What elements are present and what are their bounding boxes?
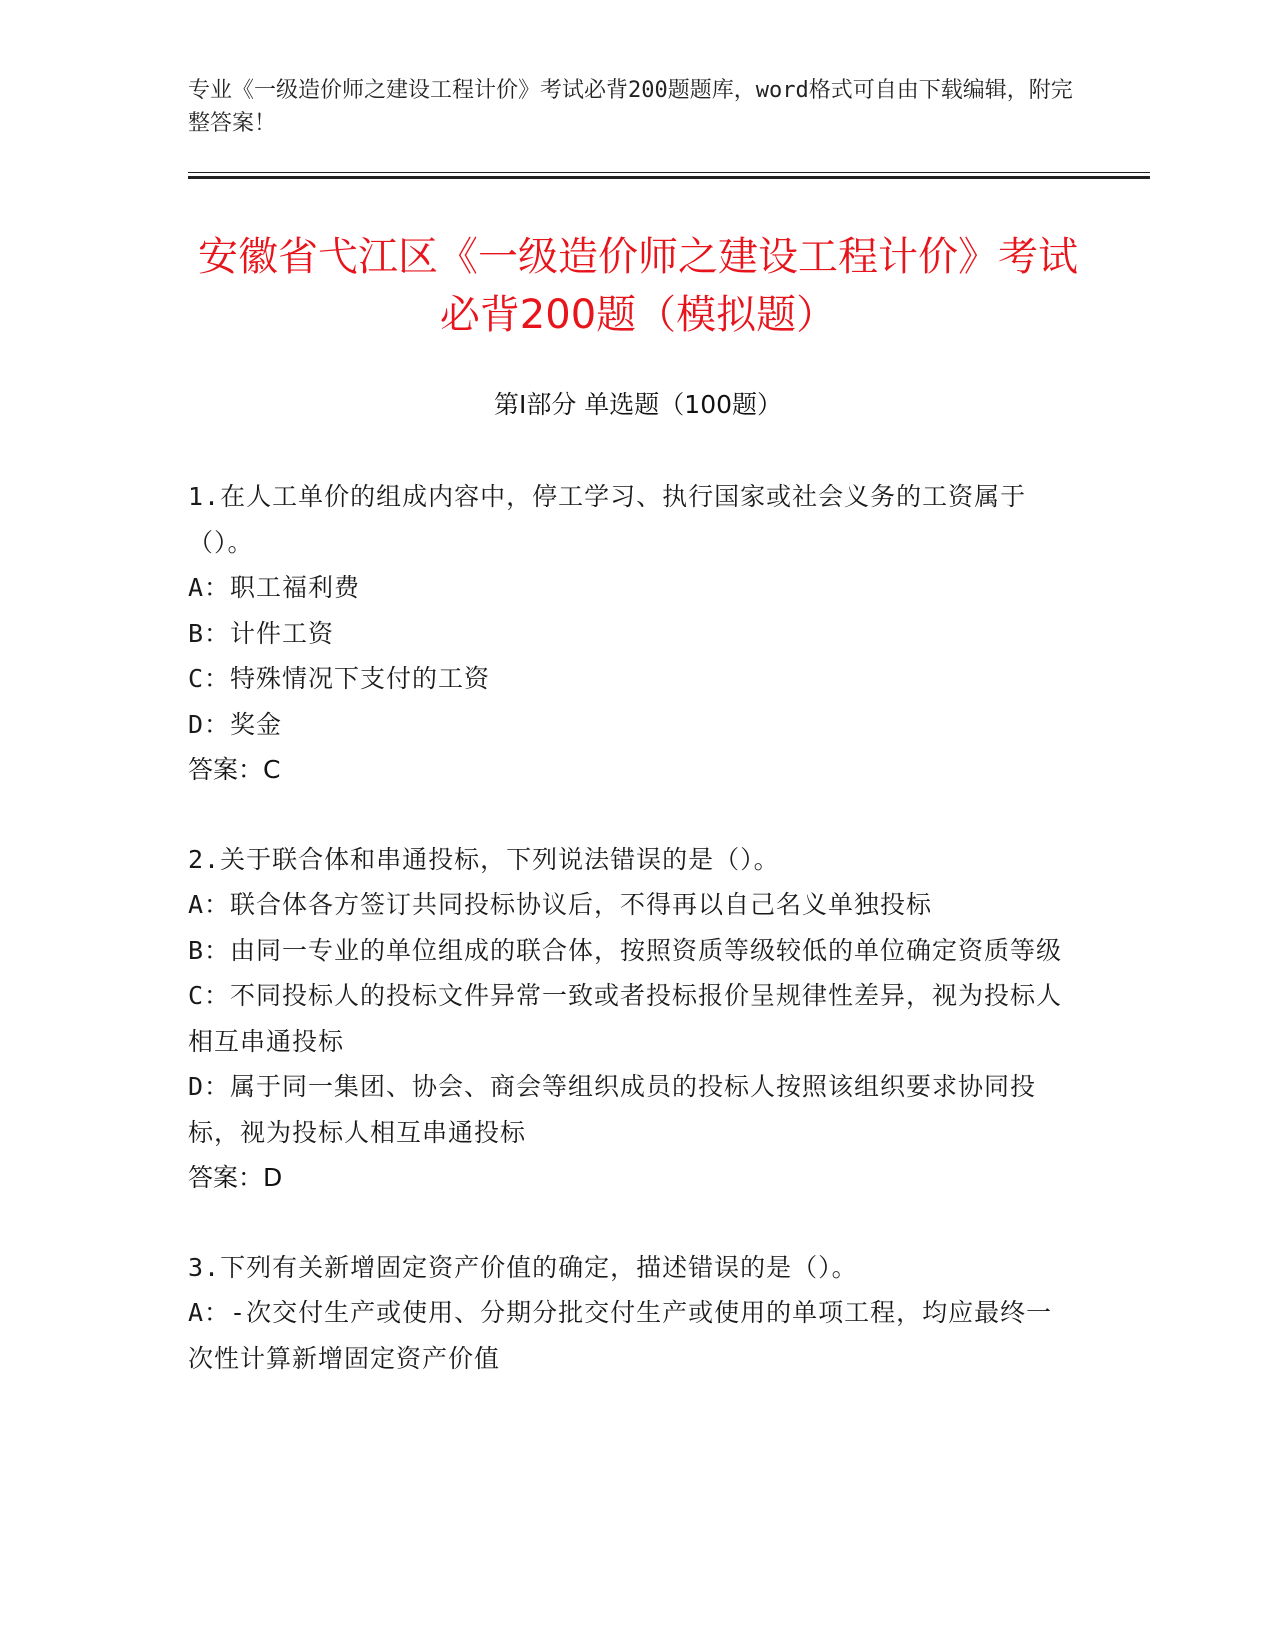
option-d: D：奖金 [188, 709, 283, 739]
document-title: 安徽省弋江区《一级造价师之建设工程计价》考试必背200题（模拟题） [198, 234, 1078, 338]
header-note: 专业《一级造价师之建设工程计价》考试必背200题题库，word格式可自由下载编辑，附完整答案！ [188, 78, 1073, 136]
header-divider-thick [188, 176, 1150, 179]
answer: 答案：D [188, 1163, 283, 1192]
option-b: B：由同一专业的单位组成的联合体，按照资质等级较低的单位确定资质等级 [188, 935, 1063, 965]
question-stem: 2.关于联合体和串通投标，下列说法错误的是（）。 [188, 844, 780, 874]
question-3 [188, 1245, 1078, 1382]
question-2 [188, 837, 1078, 1201]
option-c: C：特殊情况下支付的工资 [188, 664, 491, 693]
option-a: A：职工福利费 [188, 573, 361, 602]
option-a: A：-次交付生产或使用、分期分批交付生产或使用的单项工程，均应最终一次性计算新增固定资产价值 [188, 1298, 1053, 1373]
section-title: 第Ⅰ部分 单选题（100题） [493, 390, 783, 419]
option-a: A：联合体各方签订共同投标协议后，不得再以自己名义单独投标 [188, 890, 933, 919]
question-stem: 3.下列有关新增固定资产价值的确定，描述错误的是（）。 [188, 1252, 858, 1282]
header-divider-thin [188, 172, 1150, 173]
option-c: C：不同投标人的投标文件异常一致或者投标报价呈规律性差异，视为投标人相互串通投标 [188, 981, 1063, 1056]
question-stem: 1.在人工单价的组成内容中，停工学习、执行国家或社会义务的工资属于（）。 [188, 482, 1027, 557]
option-d: D：属于同一集团、协会、商会等组织成员的投标人按照该组织要求协同投标，视为投标人相互串通投标 [188, 1072, 1037, 1147]
question-list [188, 474, 1078, 1425]
answer: 答案：C [188, 755, 281, 784]
question-1 [188, 474, 1078, 793]
option-b: B：计件工资 [188, 618, 335, 648]
